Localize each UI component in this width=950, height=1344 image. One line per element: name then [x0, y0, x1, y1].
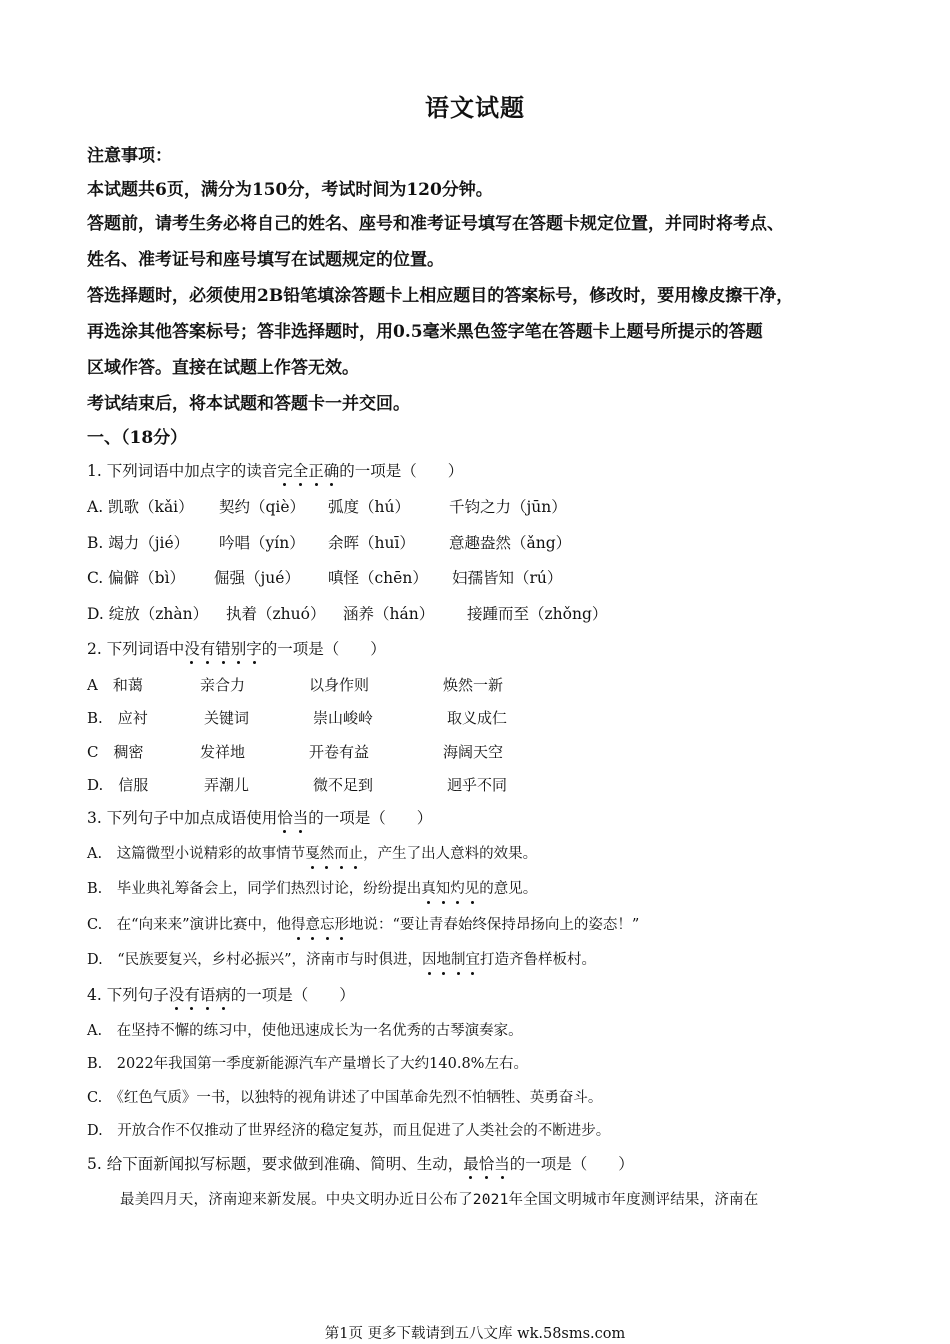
- q3-dotted-phrase: [277, 809, 308, 827]
- emphasis-char: 别: [230, 640, 247, 658]
- question-5: [87, 1153, 634, 1175]
- note-line: 姓名、准考证号和座号填写在试题规定的位置。: [87, 250, 444, 270]
- q2-cell: C 稠密: [87, 743, 144, 761]
- note-line: 答题前，请考生务必将自己的姓名、座号和准考证号填写在答题卡规定位置，并同时将考点、: [87, 214, 784, 234]
- q1-cell: 妇孺皆知（rú）: [452, 569, 563, 587]
- q1-cell: 弧度（hú）: [328, 498, 410, 516]
- q3-option: [87, 843, 537, 865]
- note-line: 区域作答。直接在试题上作答无效。: [87, 358, 359, 378]
- q3-option-text: ，产生了出人意料的效果。: [363, 846, 538, 862]
- question-1: [87, 460, 463, 482]
- emphasis-char: 宜: [466, 949, 481, 971]
- emphasis-char: 灼: [450, 878, 465, 900]
- q5-dotted-phrase: [463, 1155, 510, 1173]
- question-2: [87, 638, 386, 660]
- question-4: [87, 984, 355, 1006]
- q3-option-idiom: [422, 952, 480, 968]
- emphasis-char: 当: [494, 1155, 510, 1173]
- note-line: 本试题共6页，满分为150分，考试时间为120分钟。: [87, 180, 493, 200]
- q2-cell: A 和蔼: [87, 676, 143, 694]
- q1-cell: 意趣盎然（ǎng）: [449, 534, 572, 552]
- q3-option-text: 地说：“要让青春始终保持昂扬向上的姿态！”: [349, 917, 640, 933]
- q3-stem-pre: 3. 下列句子中加点成语使用: [87, 809, 278, 827]
- emphasis-char: 没: [168, 986, 185, 1004]
- emphasis-char: 知: [436, 878, 451, 900]
- section-heading: 一、（18分）: [87, 428, 188, 448]
- q2-cell: 迥乎不同: [447, 776, 508, 794]
- q1-cell: 涵养（hán）: [343, 605, 435, 623]
- question-3: [87, 807, 432, 829]
- q1-cell: 契约（qiè）: [219, 498, 306, 516]
- q2-cell: 发祥地: [200, 743, 246, 761]
- emphasis-char: 而: [334, 843, 349, 865]
- emphasis-char: 字: [246, 640, 262, 658]
- emphasis-char: 忘: [320, 914, 335, 936]
- q1-stem-post: 的一项是（ ）: [339, 462, 464, 480]
- emphasis-char: 确: [323, 462, 340, 480]
- emphasis-char: 因: [422, 949, 437, 971]
- q2-cell: 弄潮儿: [204, 776, 250, 794]
- q2-cell: 开卷有益: [309, 743, 370, 761]
- q2-stem-pre: 2. 下列词语中: [87, 640, 185, 658]
- q3-option-text: A. 这篇微型小说精彩的故事情节: [87, 846, 306, 862]
- emphasis-char: 制: [451, 949, 466, 971]
- emphasis-char: 完: [277, 462, 293, 480]
- q1-cell: 吟唱（yín）: [219, 534, 305, 552]
- note-line: 再选涂其他答案标号；答非选择题时，用0.5毫米黑色签字笔在答题卡上题号所提示的答题: [87, 322, 763, 342]
- q3-option-idiom: [305, 846, 363, 862]
- q2-cell: 微不足到: [313, 776, 374, 794]
- q1-cell: B. 竭力（jié）: [87, 534, 190, 552]
- emphasis-char: 没: [184, 640, 200, 658]
- emphasis-char: 语: [199, 986, 216, 1004]
- emphasis-char: 意: [306, 914, 321, 936]
- q3-option-idiom: [421, 881, 479, 897]
- emphasis-char: 见: [465, 878, 480, 900]
- q1-cell: A. 凯歌（kǎi）: [87, 498, 194, 516]
- q2-cell: 关键词: [204, 709, 250, 727]
- emphasis-char: 恰: [478, 1155, 495, 1173]
- q3-option: [87, 914, 639, 936]
- q2-cell: 以身作则: [309, 676, 370, 694]
- q1-cell: 执着（zhuó）: [226, 605, 326, 623]
- emphasis-char: 有: [199, 640, 216, 658]
- q4-option: D. 开放合作不仅推动了世界经济的稳定复苏，而且促进了人类社会的不断进步。: [87, 1123, 611, 1139]
- emphasis-char: 止: [349, 843, 364, 865]
- q1-cell: C. 偏僻（bì）: [87, 569, 186, 587]
- emphasis-char: 戛: [305, 843, 320, 865]
- q1-cell: 倔强（jué）: [214, 569, 300, 587]
- q2-cell: 焕然一新: [443, 676, 504, 694]
- emphasis-char: 得: [291, 914, 306, 936]
- q1-cell: 余晖（huī）: [328, 534, 415, 552]
- q1-stem-pre: 1. 下列词语中加点字的读音: [87, 462, 278, 480]
- q4-stem-pre: 4. 下列句子: [87, 986, 169, 1004]
- note-line: 答选择题时，必须使用2B铅笔填涂答题卡上相应题目的答案标号，修改时，要用橡皮擦干净，: [87, 286, 794, 306]
- emphasis-char: 真: [421, 878, 436, 900]
- q3-option-text: D. “民族要复兴，乡村必振兴”，济南市与时俱进，: [87, 952, 423, 968]
- q4-option: B. 2022年我国第一季度新能源汽车产量增长了大约140.8%左右。: [87, 1056, 528, 1072]
- q4-dotted-phrase: [169, 986, 231, 1004]
- q4-option: C. 《红色气质》一书，以独特的视角讲述了中国革命先烈不怕牺牲、英勇奋斗。: [87, 1090, 603, 1106]
- q2-dotted-phrase: [184, 640, 262, 658]
- emphasis-char: 全: [292, 462, 309, 480]
- q2-cell: 海阔天空: [443, 743, 504, 761]
- q3-stem-post: 的一项是（ ）: [308, 809, 433, 827]
- emphasis-char: 病: [215, 986, 231, 1004]
- q2-stem-post: 的一项是（ ）: [261, 640, 386, 658]
- emphasis-char: 正: [308, 462, 324, 480]
- q1-cell: 接踵而至（zhǒng）: [467, 605, 608, 623]
- q2-cell: 崇山峻岭: [313, 709, 374, 727]
- q3-option-text: 的意见。: [479, 881, 538, 897]
- q4-option: A. 在坚持不懈的练习中，使他迅速成长为一名优秀的古琴演奏家。: [87, 1023, 523, 1039]
- q2-cell: 取义成仁: [447, 709, 508, 727]
- emphasis-char: 当: [292, 809, 309, 827]
- page-title: 语文试题: [425, 93, 525, 122]
- q3-option-text: B. 毕业典礼筹备会上，同学们热烈讨论，纷纷提出: [87, 881, 422, 897]
- q1-cell: 嗔怪（chēn）: [328, 569, 428, 587]
- q3-option: [87, 878, 537, 900]
- emphasis-char: 有: [184, 986, 200, 1004]
- q5-stem-post: 的一项是（ ）: [509, 1155, 634, 1173]
- emphasis-char: 地: [437, 949, 452, 971]
- q1-dotted-phrase: [277, 462, 339, 480]
- q2-cell: B. 应衬: [87, 709, 148, 727]
- q1-cell: D. 绽放（zhàn）: [87, 605, 209, 623]
- emphasis-char: 错: [215, 640, 231, 658]
- q2-cell: D. 信服: [87, 776, 149, 794]
- emphasis-char: 最: [463, 1155, 479, 1173]
- page-footer: 第1页 更多下载请到五八文库 wk.58sms.com: [324, 1326, 626, 1342]
- q4-stem-post: 的一项是（ ）: [230, 986, 355, 1004]
- notes-heading: 注意事项：: [87, 146, 172, 166]
- emphasis-char: 然: [320, 843, 335, 865]
- note-line: 考试结束后，将本试题和答题卡一并交回。: [87, 394, 410, 414]
- q3-option-idiom: [291, 917, 349, 933]
- emphasis-char: 恰: [277, 809, 293, 827]
- q3-option: [87, 949, 596, 971]
- news-passage: 最美四月天，济南迎来新发展。中央文明办近日公布了2021年全国文明城市年度测评结果，济南在: [120, 1192, 759, 1208]
- q1-cell: 千钧之力（jūn）: [449, 498, 567, 516]
- emphasis-char: 形: [335, 914, 350, 936]
- q2-cell: 亲合力: [200, 676, 246, 694]
- q5-stem-pre: 5. 给下面新闻拟写标题，要求做到准确、简明、生动，: [87, 1155, 464, 1173]
- q3-option-text: 打造齐鲁样板村。: [480, 952, 597, 968]
- q3-option-text: C. 在“向来来”演讲比赛中，他: [87, 917, 292, 933]
